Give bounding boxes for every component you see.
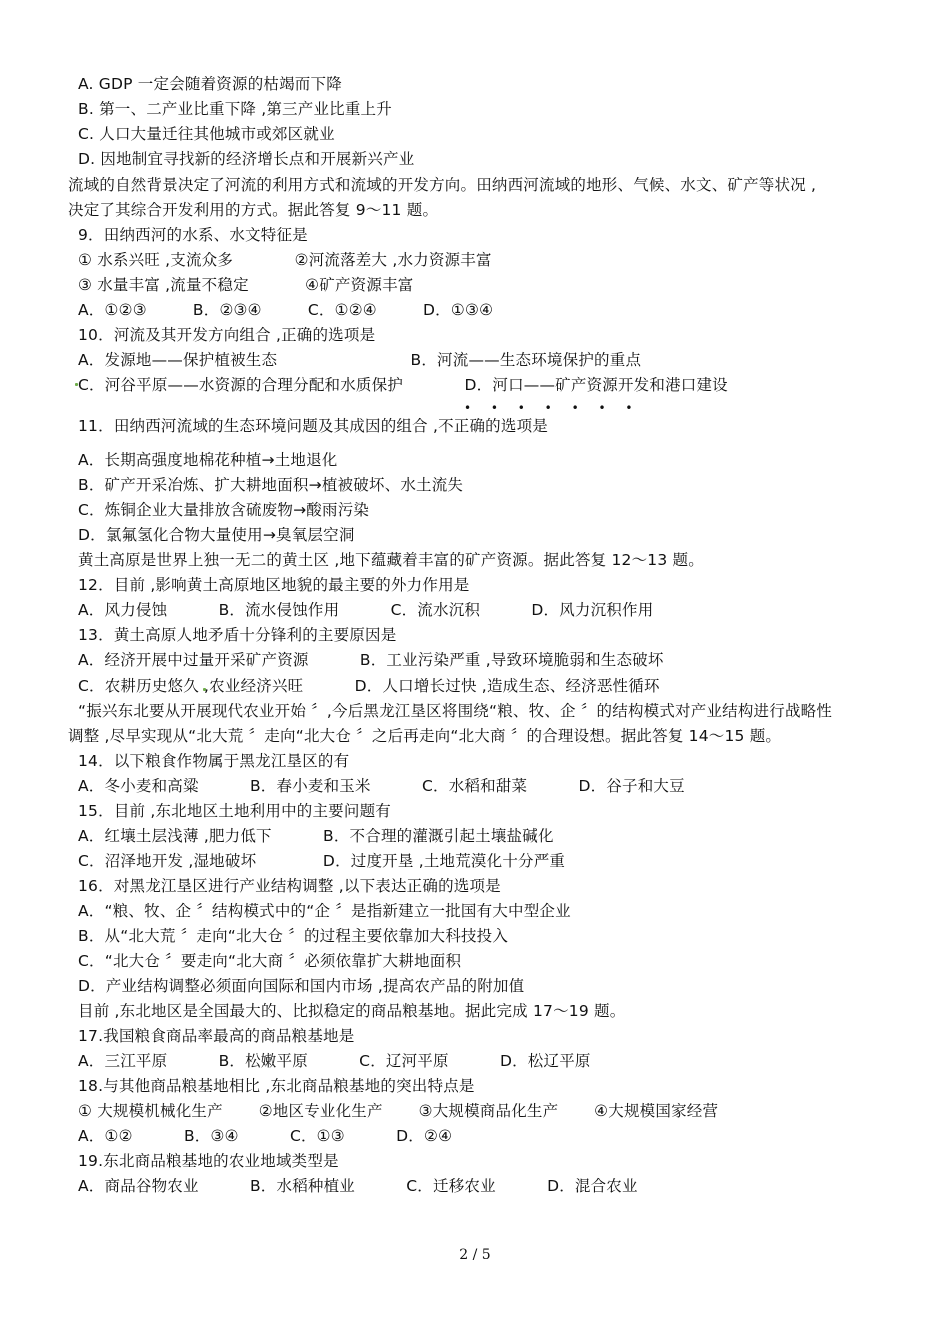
text-line: 11．田纳西河流域的生态环境问题及其成因的组合 ,不正确的选项是	[78, 417, 548, 435]
text-line: A．长期高强度地棉花种植→土地退化	[78, 451, 338, 469]
text-line: 决定了其综合开发利用的方式。据此答复 9～11 题。	[68, 201, 439, 219]
text-line: 黄土高原是世界上独一无二的黄土区 ,地下蕴藏着丰富的矿产资源。据此答复 12～13 题。	[78, 551, 704, 569]
text-line: A．三江平原 B．松嫩平原 C．辽河平原 D．松辽平原	[78, 1052, 591, 1070]
text-line: A．商品谷物农业 B．水稻种植业 C．迁移农业 D．混合农业	[78, 1177, 638, 1195]
text-line: 15．目前 ,东北地区土地利用中的主要问题有	[78, 802, 391, 820]
emphasis-dots: • • • • • • •	[464, 401, 641, 415]
text-line: A．①②③ B．②③④ C．①②④ D．①③④	[78, 301, 494, 319]
text-line: ① 水系兴旺 ,支流众多 ②河流落差大 ,水力资源丰富	[78, 251, 492, 269]
text-line: B. 第一、二产业比重下降 ,第三产业比重上升	[78, 100, 392, 118]
text-line: 17.我国粮食商品率最高的商品粮基地是	[78, 1027, 355, 1045]
text-line: 调整 ,尽早实现从“北大荒 〞走向“北大仓 〞之后再走向“北大商 〞的合理设想。据此答复 14～15 题。	[68, 727, 782, 745]
text-line: A．冬小麦和高粱 B．春小麦和玉米 C．水稻和甜菜 D．谷子和大豆	[78, 777, 685, 795]
text-line: C. 人口大量迁往其他城市或郊区就业	[78, 125, 335, 143]
text-line: 10．河流及其开发方向组合 ,正确的选项是	[78, 326, 376, 344]
text-line: B．从“北大荒 〞走向“北大仓 〞的过程主要依靠加大科技投入	[78, 927, 509, 945]
text-line: 12．目前 ,影响黄土高原地区地貌的最主要的外力作用是	[78, 576, 470, 594]
text-line: D．氯氟氢化合物大量使用→臭氧层空洞	[78, 526, 355, 544]
text-line: A．①② B．③④ C．①③ D．②④	[78, 1127, 453, 1145]
text-line: A．风力侵蚀 B．流水侵蚀作用 C．流水沉积 D．风力沉积作用	[78, 601, 654, 619]
text-line: C．“北大仓 〞要走向“北大商 〞必须依靠扩大耕地面积	[78, 952, 462, 970]
text-line: D. 因地制宜寻找新的经济增长点和开展新兴产业	[78, 150, 415, 168]
text-line: C．河谷平原——水资源的合理分配和水质保护 D．河口——矿产资源开发和港口建设	[78, 376, 728, 394]
text-line: 14．以下粮食作物属于黑龙江垦区的有	[78, 752, 350, 770]
text-line: C．农耕历史悠久 ,农业经济兴旺 D．人口增长过快 ,造成生态、经济恶性循环	[78, 677, 660, 695]
text-line: 9．田纳西河的水系、水文特征是	[78, 226, 308, 244]
text-line: A．发源地——保护植被生态 B．河流——生态环境保护的重点	[78, 351, 642, 369]
text-line: ③ 水量丰富 ,流量不稳定 ④矿产资源丰富	[78, 276, 414, 294]
text-line: A．“粮、牧、企 〞结构模式中的“企 〞是指新建立一批国有大中型企业	[78, 902, 571, 920]
text-line: C．沼泽地开发 ,湿地破坏 D．过度开垦 ,土地荒漠化十分严重	[78, 852, 566, 870]
text-line: 目前 ,东北地区是全国最大的、比拟稳定的商品粮基地。据此完成 17～19 题。	[78, 1002, 626, 1020]
text-line: A．经济开展中过量开采矿产资源 B．工业污染严重 ,导致环境脆弱和生态破坏	[78, 651, 664, 669]
text-line: 19.东北商品粮基地的农业地域类型是	[78, 1152, 339, 1170]
text-line: 16．对黑龙江垦区进行产业结构调整 ,以下表达正确的选项是	[78, 877, 501, 895]
text-line: “振兴东北要从开展现代农业开始 〞,今后黑龙江垦区将围绕“粮、牧、企 〞的结构模式对产业结构进行战略性	[78, 702, 833, 720]
text-line: A. GDP 一定会随着资源的枯竭而下降	[78, 75, 342, 93]
text-line: ① 大规模机械化生产 ②地区专业化生产 ③大规模商品化生产 ④大规模国家经营	[78, 1102, 719, 1120]
text-line: D．产业结构调整必须面向国际和国内市场 ,提高农产品的附加值	[78, 977, 525, 995]
text-line: 13．黄土高原人地矛盾十分锋利的主要原因是	[78, 626, 397, 644]
text-line: 流域的自然背景决定了河流的利用方式和流域的开发方向。田纳西河流域的地形、气候、水文、矿产等状况 ,	[68, 176, 817, 194]
page-number: 2 / 5	[459, 1247, 491, 1263]
text-line: C．炼铜企业大量排放含硫废物→酸雨污染	[78, 501, 370, 519]
text-line: 18.与其他商品粮基地相比 ,东北商品粮基地的突出特点是	[78, 1077, 475, 1095]
text-line: A．红壤土层浅薄 ,肥力低下 B．不合理的灌溉引起土壤盐碱化	[78, 827, 554, 845]
text-line: B．矿产开采冶炼、扩大耕地面积→植被破坏、水土流失	[78, 476, 464, 494]
